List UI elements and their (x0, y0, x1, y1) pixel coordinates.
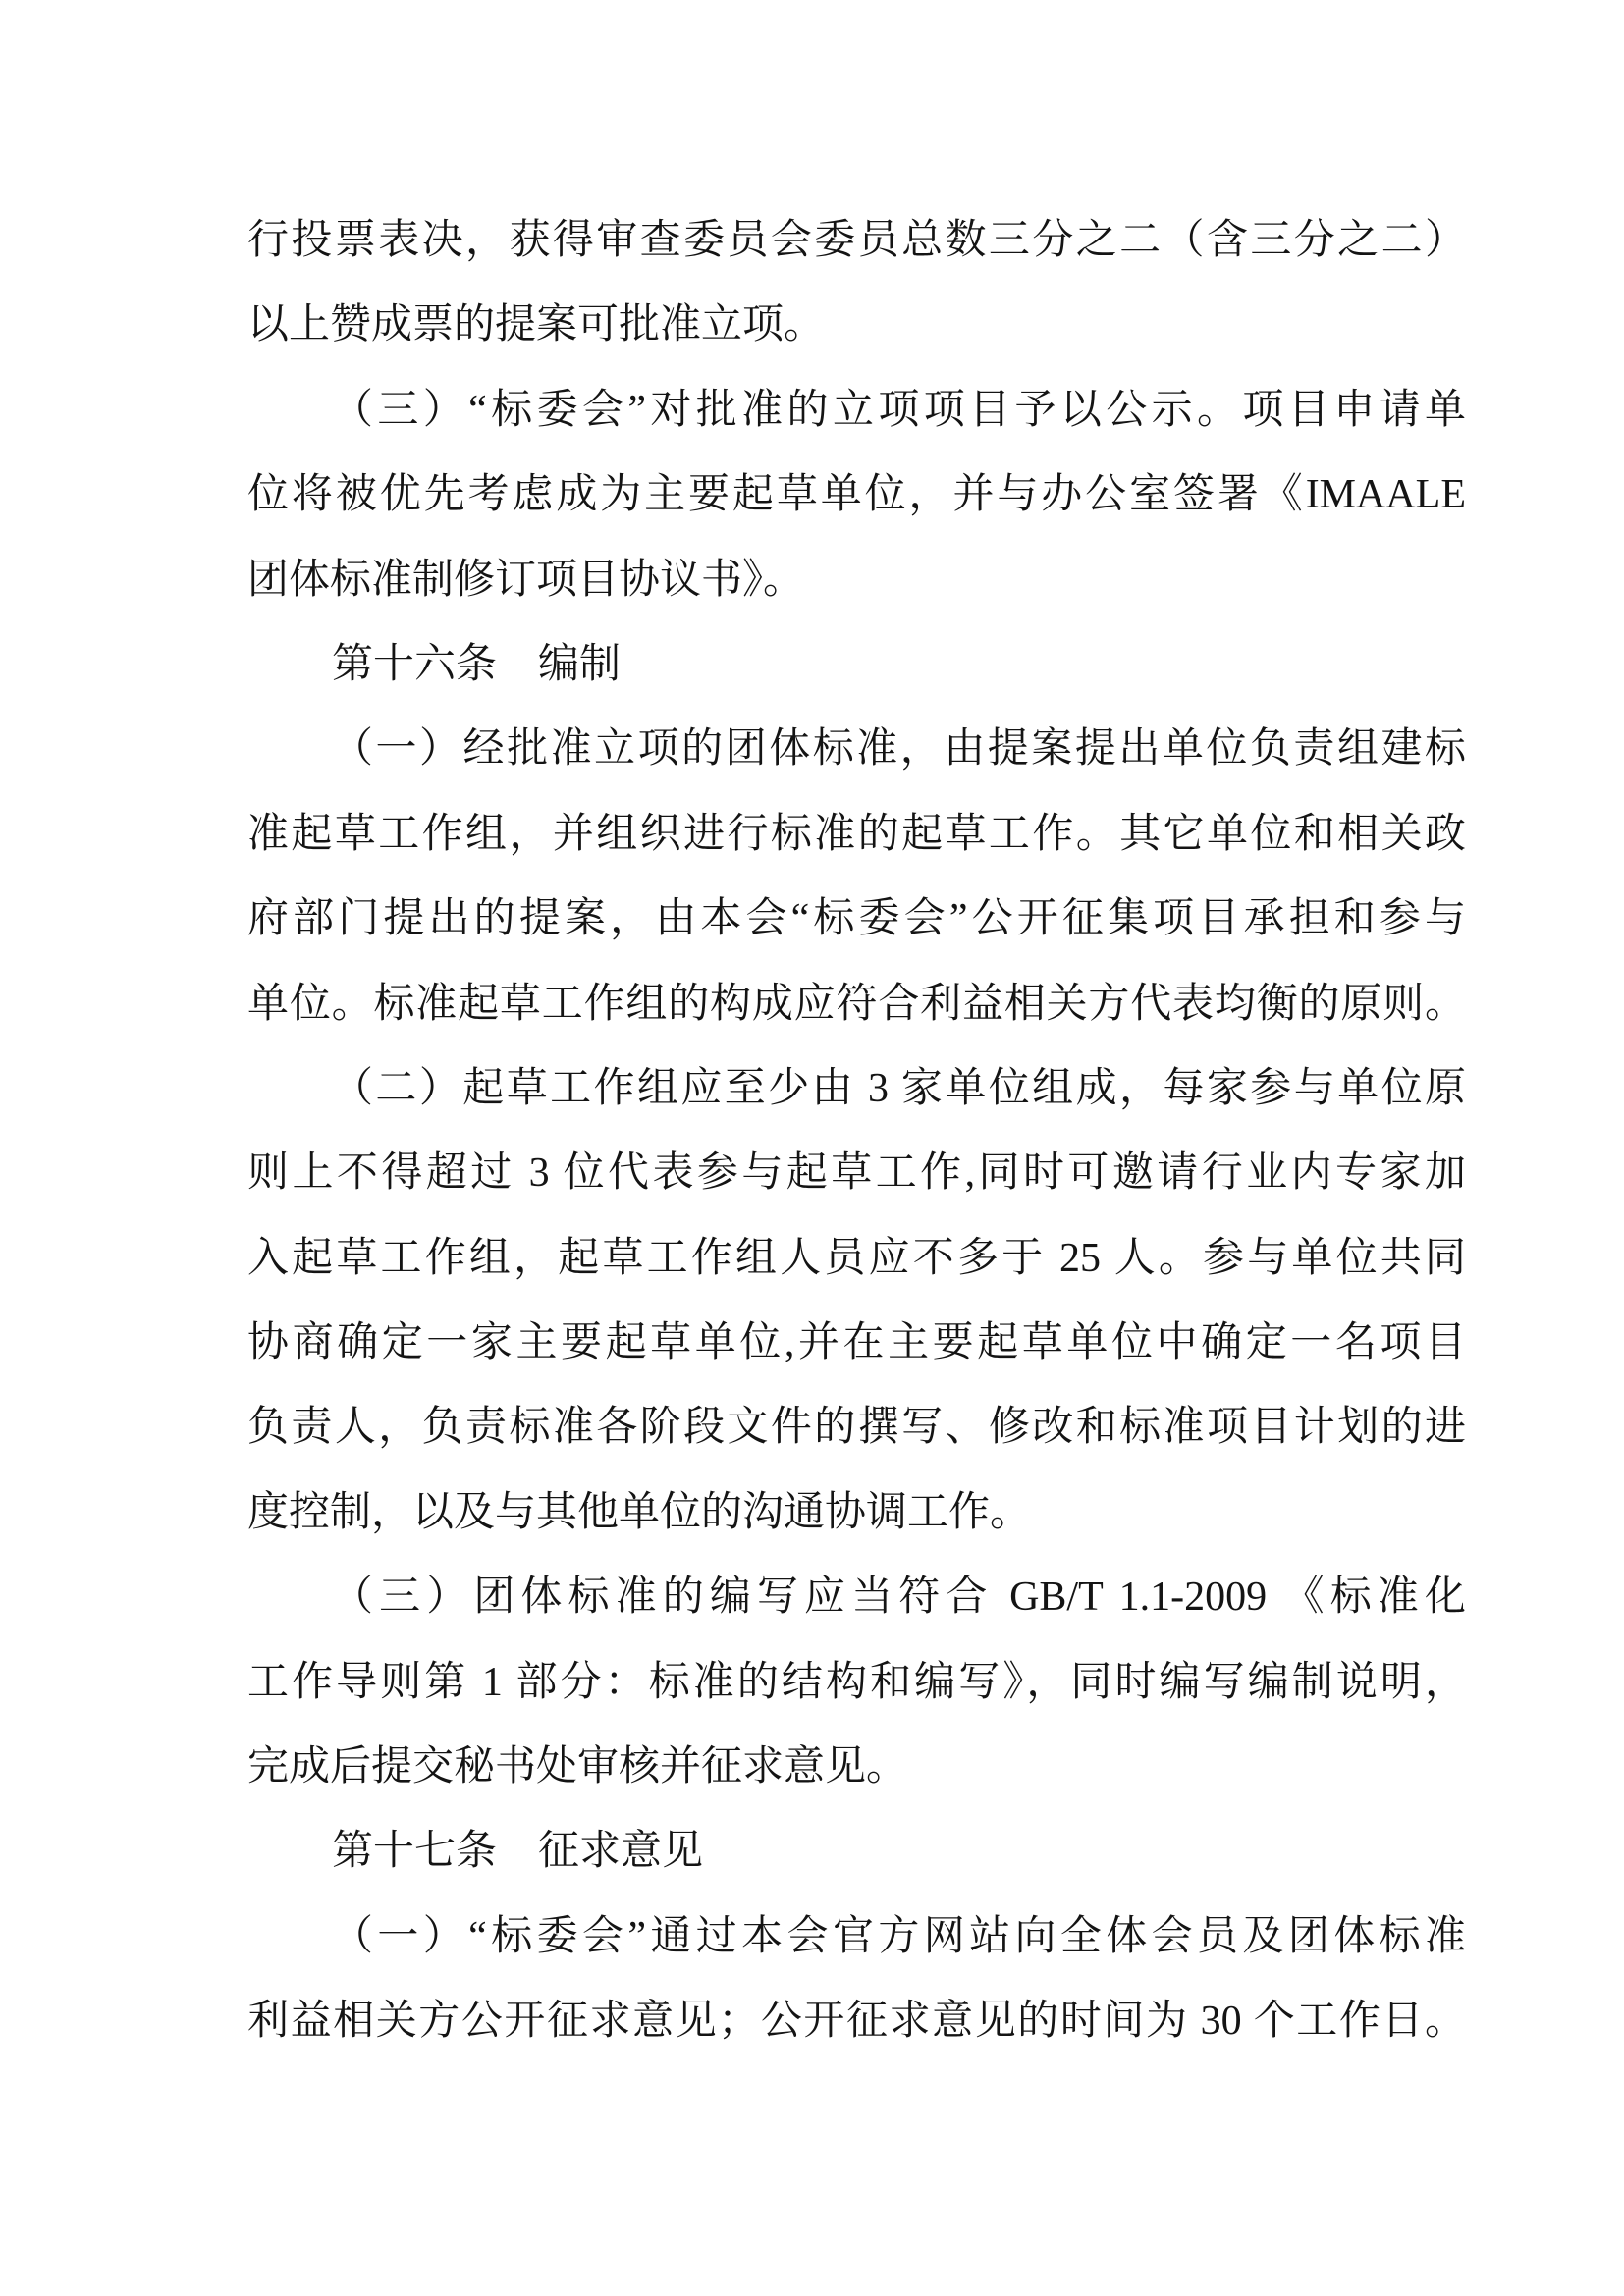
text-line: 位将被优先考虑成为主要起草单位，并与办公室签署《IMAALE (247, 472, 1466, 518)
text-lines (247, 198, 1466, 2064)
text-line: （二）起草工作组应至少由 3 家单位组成，每家参与单位原 (332, 1065, 1466, 1111)
text-line: 利益相关方公开征求意见；公开征求意见的时间为 30 个工作日。 (247, 1999, 1466, 2045)
text-line: 第十六条 编制 (332, 641, 622, 687)
text-line: 准起草工作组，并组织进行标准的起草工作。其它单位和相关政 (247, 811, 1466, 857)
text-line: （一）“标委会”通过本会官方网站向全体会员及团体标准 (332, 1913, 1466, 1959)
text-block (247, 198, 1466, 2064)
text-line: （三）“标委会”对批准的立项项目予以公示。项目申请单 (332, 387, 1466, 433)
text-line: 度控制，以及与其他单位的沟通协调工作。 (247, 1489, 1032, 1535)
text-line: 以上赞成票的提案可批准立项。 (247, 302, 826, 348)
text-line: 府部门提出的提案，由本会“标委会”公开征集项目承担和参与 (247, 896, 1466, 942)
text-line: （一）经批准立项的团体标准，由提案提出单位负责组建标 (332, 726, 1466, 773)
text-line: 入起草工作组，起草工作组人员应不多于 25 人。参与单位共同 (247, 1235, 1466, 1281)
text-line: 工作导则第 1 部分：标准的结构和编写》，同时编写编制说明， (247, 1659, 1466, 1705)
text-line: 行投票表决，获得审查委员会委员总数三分之二（含三分之二） (247, 218, 1466, 263)
text-line: 则上不得超过 3 位代表参与起草工作,同时可邀请行业内专家加 (247, 1150, 1466, 1197)
text-line: 团体标准制修订项目协议书》。 (247, 557, 805, 603)
text-line: （三）团体标准的编写应当符合 GB/T 1.1-2009 《标准化 (332, 1575, 1466, 1621)
text-line: 第十七条 征求意见 (332, 1829, 704, 1875)
text-line: 协商确定一家主要起草单位,并在主要起草单位中确定一名项目 (247, 1320, 1466, 1366)
text-line: 单位。标准起草工作组的构成应符合利益相关方代表均衡的原则。 (247, 981, 1466, 1027)
text-line: 负责人，负责标准各阶段文件的撰写、修改和标准项目计划的进 (247, 1405, 1466, 1451)
text-line: 完成后提交秘书处审核并征求意见。 (247, 1744, 908, 1790)
